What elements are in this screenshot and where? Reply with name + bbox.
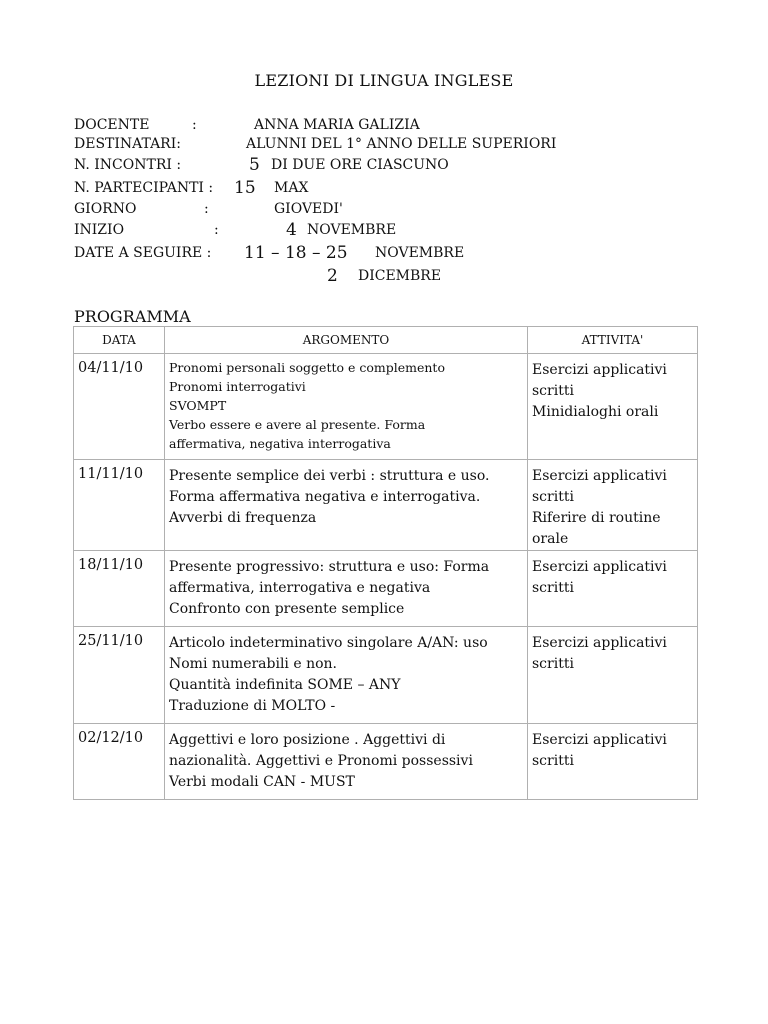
date-month: NOVEMBRE — [375, 245, 465, 261]
argomento-line: nazionalità. Aggettivi e Pronomi possessivi — [169, 753, 473, 769]
attivita-line: Esercizi applicativi — [532, 732, 667, 748]
row-argomento — [165, 627, 528, 724]
inizio-separator: : — [214, 222, 219, 238]
attivita-line: scritti — [532, 489, 574, 505]
argomento-line: Confronto con presente semplice — [169, 601, 405, 617]
docente-value: ANNA MARIA GALIZIA — [254, 117, 420, 133]
row-date: 18/11/10 — [74, 551, 165, 627]
argomento-line: Forma affermativa negativa e interrogativa. — [169, 489, 481, 505]
table-row — [74, 627, 698, 724]
incontri-text: DI DUE ORE CIASCUNO — [271, 157, 449, 173]
giorno-value: GIOVEDI' — [274, 201, 343, 217]
attivita-line: Esercizi applicativi — [532, 362, 667, 378]
row-attivita — [528, 627, 698, 724]
row-attivita — [528, 460, 698, 551]
argomento-line: Pronomi interrogativi — [169, 379, 306, 394]
argomento-line: Avverbi di frequenza — [169, 510, 317, 526]
attivita-line: Esercizi applicativi — [532, 468, 667, 484]
argomento-line: Quantità indefinita SOME – ANY — [169, 677, 401, 693]
date2-number: 2 — [327, 266, 338, 286]
argomento-line: Verbi modali CAN - MUST — [169, 774, 355, 790]
docente-separator: : — [192, 117, 197, 133]
argomento-line: Verbo essere e avere al presente. Forma — [169, 417, 426, 432]
incontri-number: 5 — [249, 155, 260, 175]
argomento-line: SVOMPT — [169, 398, 227, 413]
table-row — [74, 724, 698, 800]
column-header-data: DATA — [74, 327, 165, 354]
row-argomento — [165, 354, 528, 460]
docente-label: DOCENTE — [74, 117, 150, 133]
row-date: 04/11/10 — [74, 354, 165, 460]
attivita-line: scritti — [532, 753, 574, 769]
attivita-line: Esercizi applicativi — [532, 559, 667, 575]
inizio-text: NOVEMBRE — [307, 222, 397, 238]
argomento-line: affermativa, interrogativa e negativa — [169, 580, 431, 596]
giorno-label: GIORNO — [74, 201, 137, 217]
document-title: LEZIONI DI LINGUA INGLESE — [254, 71, 514, 90]
destinatari-value: ALUNNI DEL 1° ANNO DELLE SUPERIORI — [246, 136, 557, 152]
argomento-line: Traduzione di MOLTO - — [169, 698, 336, 714]
argomento-line: Articolo indeterminativo singolare A/AN: uso — [169, 635, 488, 651]
partecipanti-text: MAX — [274, 180, 309, 196]
row-date: 25/11/10 — [74, 627, 165, 724]
partecipanti-number: 15 — [234, 178, 256, 198]
inizio-label: INIZIO — [74, 222, 125, 238]
argomento-line: Aggettivi e loro posizione . Aggettivi di — [169, 732, 446, 748]
column-header-argomento: ARGOMENTO — [165, 327, 528, 354]
table-header-row — [74, 327, 698, 354]
row-date: 11/11/10 — [74, 460, 165, 551]
argomento-line: Presente semplice dei verbi : struttura e uso. — [169, 468, 490, 484]
row-argomento — [165, 551, 528, 627]
inizio-number: 4 — [286, 220, 297, 240]
attivita-line: scritti — [532, 580, 574, 596]
argomento-line: Nomi numerabili e non. — [169, 656, 338, 672]
argomento-line: affermativa, negativa interrogativa — [169, 436, 391, 451]
row-argomento — [165, 724, 528, 800]
giorno-separator: : — [204, 201, 209, 217]
attivita-line: scritti — [532, 656, 574, 672]
attivita-line: scritti — [532, 383, 574, 399]
argomento-line: Pronomi personali soggetto e complemento — [169, 360, 445, 375]
incontri-label: N. INCONTRI : — [74, 157, 182, 173]
attivita-line: Riferire di routine — [532, 510, 661, 526]
programma-table — [73, 326, 698, 800]
table-row — [74, 460, 698, 551]
partecipanti-label: N. PARTECIPANTI : — [74, 180, 214, 196]
row-attivita — [528, 354, 698, 460]
attivita-line: Esercizi applicativi — [532, 635, 667, 651]
date-label: DATE A SEGUIRE : — [74, 245, 212, 261]
row-attivita — [528, 724, 698, 800]
row-argomento — [165, 460, 528, 551]
programma-heading: PROGRAMMA — [74, 307, 191, 326]
attivita-line: Minidialoghi orali — [532, 404, 659, 420]
row-attivita — [528, 551, 698, 627]
row-date: 02/12/10 — [74, 724, 165, 800]
table-row — [74, 354, 698, 460]
table-row — [74, 551, 698, 627]
attivita-line: orale — [532, 531, 569, 547]
date2-month: DICEMBRE — [358, 268, 442, 284]
destinatari-label: DESTINATARI: — [74, 136, 181, 152]
argomento-line: Presente progressivo: struttura e uso: Forma — [169, 559, 490, 575]
column-header-attivita: ATTIVITA' — [528, 327, 698, 354]
date-numbers: 11 – 18 – 25 — [244, 243, 348, 263]
